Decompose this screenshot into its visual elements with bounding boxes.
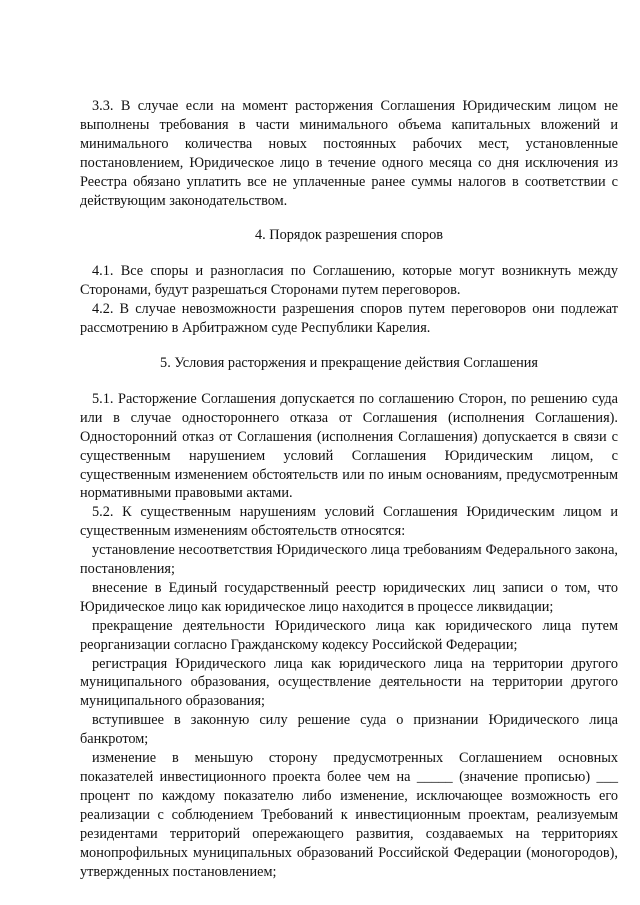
paragraph-5-2: 5.2. К существенным нарушениям условий Соглашения Юридическим лицом и существенным изменениям обстоятельств относятся: (80, 504, 618, 540)
list-item: изменение в меньшую сторону предусмотренных Соглашением основных показателей инвестиционного проекта более чем на _____ (значение прописью) ___ процент по каждому показателю либо изменение, исключающее возможность его реализации с соблюдением Требований к инвестиционным проектам, реализуемым резидентами территорий опережающего развития, создаваемых на территориях монопрофильных муниципальных образований Российской Федерации (моногородов), утвержденных постановлением; (80, 750, 618, 880)
section-heading-5: 5. Условия расторжения и прекращение действия Соглашения (160, 354, 538, 371)
document-body (80, 97, 618, 881)
list-item: вступившее в законную силу решение суда о признании Юридического лица банкротом; (80, 712, 618, 748)
paragraph-4-1: 4.1. Все споры и разногласия по Соглашению, которые могут возникнуть между Сторонами, будут разрешаться Сторонами путем переговоров. (80, 263, 618, 299)
list-item: прекращение деятельности Юридического лица как юридического лица путем реорганизации согласно Гражданскому кодексу Российской Федерации; (80, 617, 618, 653)
section-heading-4: 4. Порядок разрешения споров (254, 227, 444, 244)
list-item: регистрация Юридического лица как юридического лица на территории другого муниципального образования, осуществление деятельности на территории другого муниципального образования; (80, 655, 618, 710)
paragraph-5-1: 5.1. Расторжение Соглашения допускается по соглашению Сторон, по решению суда или в случае одностороннего отказа от Соглашения (исполнения Соглашения). Односторонний отказ от Соглашения (исполнения Соглашения) допускается в связи с существенным нарушением условий Соглашения Юридическим лицом, с существенным изменением обстоятельств или по иным основаниям, предусмотренным нормативными правовыми актами. (80, 390, 618, 502)
paragraph-4-2: 4.2. В случае невозможности разрешения споров путем переговоров они подлежат рассмотрению в Арбитражном суде Республики Карелия. (80, 301, 618, 337)
list-item: установление несоответствия Юридического лица требованиям Федерального закона, постановления; (80, 542, 618, 578)
list-item: внесение в Единый государственный реестр юридических лиц записи о том, что Юридическое лицо как юридическое лицо находится в процессе ликвидации; (80, 579, 618, 615)
paragraph-3-3: 3.3. В случае если на момент расторжения Соглашения Юридическим лицом не выполнены требования в части минимального объема капитальных вложений и минимального количества новых постоянных рабочих мест, установленные постановлением, Юридическое лицо в течение одного месяца со дня исключения из Реестра обязано уплатить все не уплаченные ранее суммы налогов в соответствии с действующим законодательством. (80, 98, 618, 209)
